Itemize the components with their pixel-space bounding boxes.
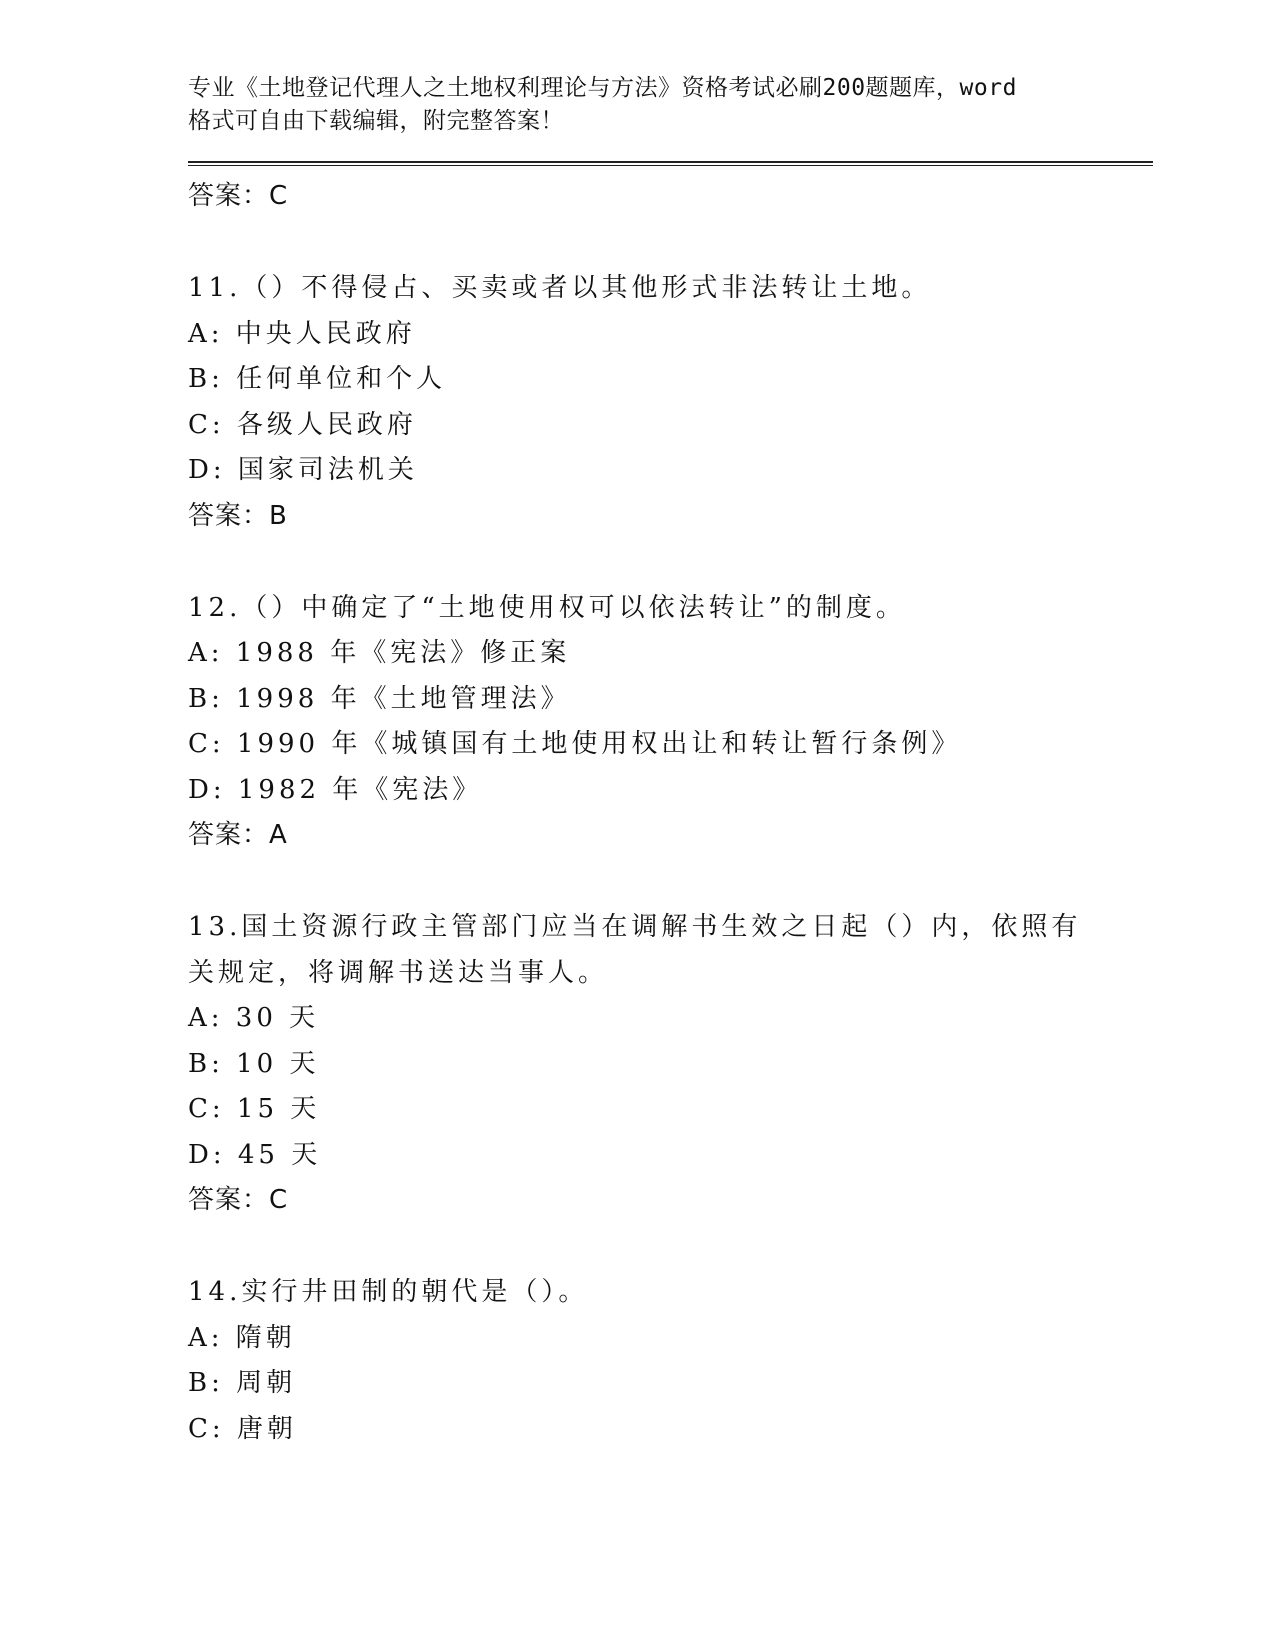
option-c: C: 唐朝 xyxy=(188,1413,297,1444)
header-line-1: 专业《土地登记代理人之土地权利理论与方法》资格考试必刷200题题库，word xyxy=(188,75,1017,101)
question-14 xyxy=(188,1270,1153,1452)
question-text: 14.实行井田制的朝代是（）。 xyxy=(188,1277,589,1307)
option-a: A: 隋朝 xyxy=(188,1322,296,1353)
answer-line: 答案：B xyxy=(188,500,288,531)
option-b: B: 1998 年《土地管理法》 xyxy=(188,683,571,714)
option-a: A: 1988 年《宪法》修正案 xyxy=(188,638,571,668)
option-d: D: 1982 年《宪法》 xyxy=(188,774,483,805)
question-11 xyxy=(188,266,1153,539)
option-c: C: 1990 年《城镇国有土地使用权出让和转让暂行条例》 xyxy=(188,729,962,759)
option-d: D: 45 天 xyxy=(188,1139,322,1170)
option-a: A: 30 天 xyxy=(188,1003,320,1033)
option-b: B: 周朝 xyxy=(188,1368,297,1398)
option-c: C: 15 天 xyxy=(188,1094,321,1124)
answer-line: 答案：C xyxy=(188,1185,289,1215)
option-b: B: 10 天 xyxy=(188,1048,320,1079)
header-divider xyxy=(188,161,1153,166)
question-text: 13.国土资源行政主管部门应当在调解书生效之日起（）内，依照有关规定，将调解书送达当事人。 xyxy=(188,912,1082,988)
answer-line: 答案：C xyxy=(188,181,289,211)
question-text: 12.（）中确定了“土地使用权可以依法转让”的制度。 xyxy=(188,592,906,623)
question-text: 11.（）不得侵占、买卖或者以其他形式非法转让土地。 xyxy=(188,273,932,303)
option-c: C: 各级人民政府 xyxy=(188,409,417,440)
option-d: D: 国家司法机关 xyxy=(188,455,418,485)
question-13 xyxy=(188,905,1153,1223)
document-page xyxy=(188,72,1153,1452)
option-b: B: 任何单位和个人 xyxy=(188,364,447,394)
header-line-2: 格式可自由下载编辑，附完整答案！ xyxy=(188,108,564,134)
option-a: A: 中央人民政府 xyxy=(188,318,416,349)
document-header xyxy=(188,72,1068,138)
question-12 xyxy=(188,586,1153,859)
answer-line: 答案：A xyxy=(188,820,288,850)
